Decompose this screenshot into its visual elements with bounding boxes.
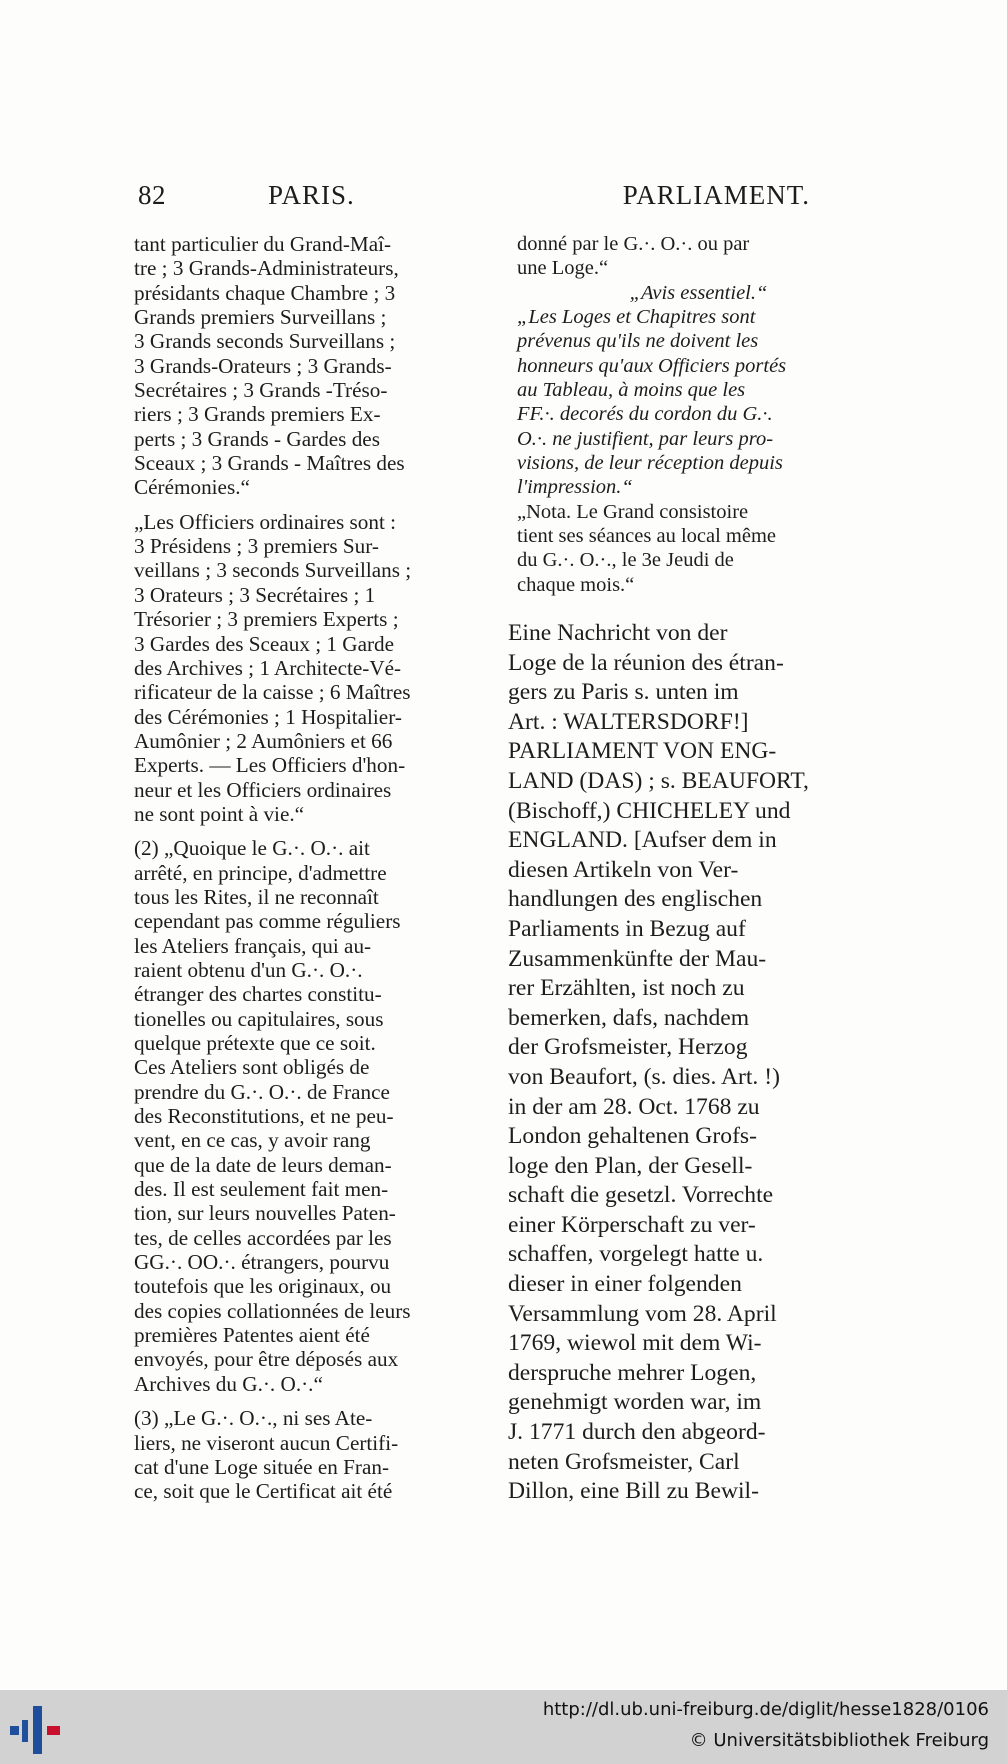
text-line: (3) „Le G.·. O.·., ni ses Ate- [134,1406,373,1431]
text-line: J. 1771 durch den abgeord- [508,1419,766,1446]
text-line: bemerken, dafs, nachdem [508,1004,750,1031]
text-line: ce, soit que le Certificat ait été [134,1479,393,1504]
text-line: O.·. ne justifient, par leurs pro- [517,427,774,450]
viewer-footer [0,1690,1007,1764]
text-line: au Tableau, à moins que les [517,379,746,402]
text-line: tion, sur leurs nouvelles Paten- [134,1201,396,1226]
text-line: donné par le G.·. O.·. ou par [517,233,750,255]
text-line: Cérémonies.“ [134,475,250,500]
text-line: prévenus qu'ils ne doivent les [517,330,759,353]
text-line: toutefois que les originaux, ou [134,1274,392,1299]
text-line: der Grofsmeister, Herzog [508,1034,748,1061]
text-line: ne sont point à vie.“ [134,801,305,826]
text-line: London gehaltenen Grofs- [508,1123,757,1150]
text-line: diesen Artikeln von Ver- [508,856,739,883]
text-line: genehmigt worden war, im [508,1389,762,1416]
text-line: l'impression.“ [517,476,633,499]
text-line: 3 Grands seconds Surveillans ; [134,329,396,354]
text-line: vent, en ce cas, y avoir rang [134,1128,371,1153]
text-line: Parliaments in Bezug auf [508,915,746,942]
text-line: handlungen des englischen [508,886,763,913]
text-line: tous les Rites, il ne reconnaît [134,884,379,909]
text-line: liers, ne viseront aucun Certifi- [134,1430,399,1455]
text-line: tre ; 3 Grands-Administrateurs, [134,256,399,281]
text-line: 3 Présidens ; 3 premiers Sur- [134,534,379,559]
text-line: des Cérémonies ; 1 Hospitalier- [134,704,402,729]
text-line: quelque prétexte que ce soit. [134,1031,376,1055]
document-url[interactable]: http://dl.ub.uni-freiburg.de/diglit/hesse1828/0106 [542,1699,989,1720]
text-line: Secrétaires ; 3 Grands -Tréso- [134,378,388,403]
text-line: gers zu Paris s. unten im [508,679,739,706]
text-line: Archives du G.·. O.·.“ [134,1371,323,1396]
text-line: Versammlung vom 28. April [508,1300,777,1327]
right-running-title: PARLIAMENT. [622,180,810,210]
text-line: visions, de leur réception depuis [517,452,783,475]
text-line: (2) „Quoique le G.·. O.·. ait [134,836,370,861]
right-column-notes [517,232,880,597]
text-line: Aumônier ; 2 Aumôniers et 66 [134,728,393,753]
text-line: premières Patentes aient été [134,1323,370,1348]
text-line: „Les Officiers ordinaires sont : [134,509,397,534]
text-line: schaft die gesetzl. Vorrechte [508,1182,774,1209]
right-column-article [508,619,881,1507]
avis-heading: „Avis essentiel.“ [629,281,768,304]
text-line: cependant pas comme réguliers [134,909,401,934]
text-line: honneurs qu'aux Officiers portés [517,354,787,377]
text-line: „Nota. Le Grand consistoire [517,500,749,523]
text-line: Trésorier ; 3 premiers Experts ; [134,607,399,632]
text-line: LAND (DAS) ; s. BEAUFORT, [508,767,809,794]
left-column [134,232,494,1504]
text-line: chaque mois.“ [517,573,635,596]
text-line: veillans ; 3 seconds Surveillans ; [134,558,412,583]
text-line: (Bischoff,) CHICHELEY und [508,797,791,824]
ub-freiburg-logo-icon [10,1706,62,1754]
text-line: dieser in einer folgenden [508,1271,742,1298]
text-line: tionelles ou capitulaires, sous [134,1006,384,1031]
text-line: „Les Loges et Chapitres sont [517,306,756,329]
text-line: von Beaufort, (s. dies. Art. !) [508,1063,780,1090]
text-line: que de la date de leurs deman- [134,1152,392,1177]
text-line: 3 Gardes des Sceaux ; 1 Garde [134,631,395,656]
text-line: neten Grofsmeister, Carl [508,1448,740,1475]
text-line: Dillon, eine Bill zu Bewil- [508,1478,759,1505]
text-line: étranger des chartes constitu- [134,982,382,1007]
text-line: du G.·. O.·., le 3e Jeudi de [517,549,734,572]
text-line: perts ; 3 Grands - Gardes des [134,426,380,451]
text-line: Zusammenkünfte der Mau- [508,945,767,972]
text-line: des Archives ; 1 Architecte-Vé- [134,655,402,680]
text-line: prendre du G.·. O.·. de France [134,1079,390,1104]
text-line: schaffen, vorgelegt hatte u. [508,1241,764,1268]
page-number: 82 [138,180,166,210]
text-line: tant particulier du Grand-Maî- [134,232,392,256]
text-line: cat d'une Loge située en Fran- [134,1454,390,1479]
text-line: Art. : WALTERSDORF!] [508,708,749,735]
text-line: FF.·. decorés du cordon du G.·. [517,403,773,426]
text-line: des. Il est seulement fait men- [134,1177,389,1202]
running-header [138,180,810,224]
text-line: les Ateliers français, qui au- [134,933,372,958]
text-line: Ces Ateliers sont obligés de [134,1055,370,1080]
text-line: rer Erzählten, ist noch zu [508,975,745,1002]
text-line: 1769, wiewol mit dem Wi- [508,1330,762,1357]
text-line: in der am 28. Oct. 1768 zu [508,1093,760,1120]
text-line: riers ; 3 Grands premiers Ex- [134,402,381,427]
copyright-notice: © Universitätsbibliothek Freiburg [689,1730,989,1751]
text-line: einer Körperschaft zu ver- [508,1211,756,1238]
text-line: présidants chaque Chambre ; 3 [134,280,396,305]
text-line: tes, de celles accordées par les [134,1225,392,1250]
text-line: derspruche mehrer Logen, [508,1359,757,1386]
text-line: Eine Nachricht von der [508,620,728,646]
article-heading: PARLIAMENT VON ENG- [508,738,777,765]
left-running-title: PARIS. [268,180,355,210]
text-line: tient ses séances au local même [517,525,776,548]
text-line: arrêté, en principe, d'admettre [134,860,387,885]
text-line: GG.·. OO.·. étrangers, pourvu [134,1250,390,1275]
text-line: Experts. — Les Officiers d'hon- [134,753,406,778]
text-line: raient obtenu d'un G.·. O.·. [134,957,363,982]
text-line: 3 Grands-Orateurs ; 3 Grands- [134,353,392,378]
text-line: 3 Orateurs ; 3 Secrétaires ; 1 [134,582,376,607]
text-line: envoyés, pour être déposés aux [134,1347,399,1372]
text-line: des copies collationnées de leurs [134,1298,411,1323]
text-line: une Loge.“ [517,257,609,280]
text-line: loge den Plan, der Gesell- [508,1152,753,1179]
text-line: Sceaux ; 3 Grands - Maîtres des [134,451,405,476]
text-line: neur et les Officiers ordinaires [134,777,392,802]
text-line: rificateur de la caisse ; 6 Maîtres [134,680,411,705]
text-line: Loge de la réunion des étran- [508,649,784,676]
text-line: des Reconstitutions, et ne peu- [134,1104,394,1129]
text-line: ENGLAND. [Aufser dem in [508,827,777,854]
text-line: Grands premiers Surveillans ; [134,305,387,330]
